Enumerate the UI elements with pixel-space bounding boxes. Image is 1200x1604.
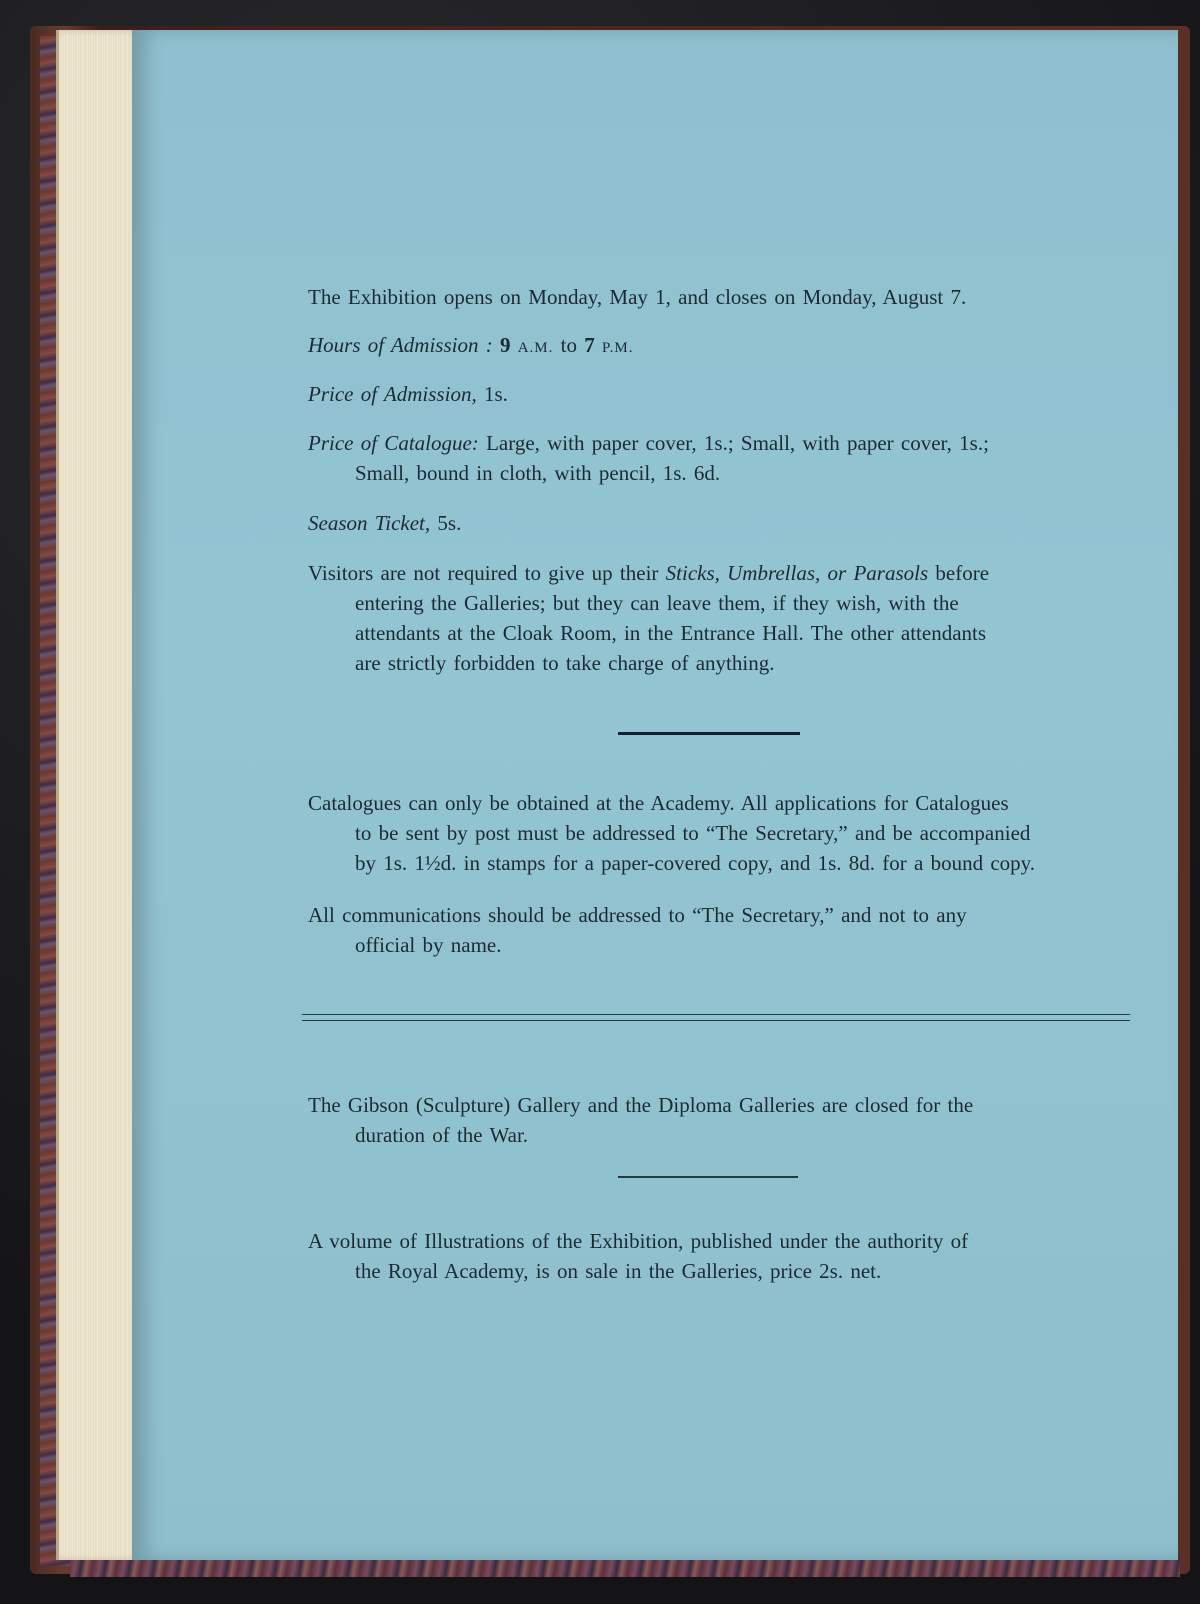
catalogue-price-label: Price of Catalogue: [308, 431, 479, 455]
admission-line [308, 379, 1128, 409]
blue-notice-page [132, 30, 1178, 1560]
communications-line-1: All communications should be addressed to “The Secretary,” and not to any [308, 903, 967, 927]
hours-label: Hours of Admission : [308, 333, 493, 357]
catalogue-price-paragraph [308, 428, 1128, 488]
double-rule-top [302, 1014, 1130, 1015]
catalogue-price-line-1 [308, 428, 1128, 458]
communications-paragraph [308, 900, 1128, 960]
hours-open-unit: A.M. [517, 340, 554, 356]
catalogues-paragraph [308, 788, 1128, 878]
catalogue-price-large: Large, with paper cover, 1s.; Small, with paper cover, 1s.; [486, 431, 989, 455]
hours-line [308, 330, 1128, 363]
section-divider-short [618, 732, 800, 735]
illustrations-line-1: A volume of Illustrations of the Exhibition, published under the authority of [308, 1229, 969, 1253]
admission-value: 1s. [483, 382, 508, 406]
visitors-line-1-start: Visitors are not required to give up their [308, 561, 659, 585]
galleries-closed-line-2: duration of the War. [355, 1123, 529, 1147]
opening-dates-text: The Exhibition opens on Monday, May 1, and closes on Monday, August 7. [308, 285, 967, 309]
visitors-line-4: are strictly forbidden to take charge of anything. [355, 651, 775, 675]
admission-paragraph [308, 379, 1128, 409]
season-ticket-line [308, 508, 1128, 538]
visitors-line-2: entering the Galleries; but they can leave them, if they wish, with the [355, 591, 959, 615]
admission-label: Price of Admission, [308, 382, 477, 406]
opening-dates-paragraph [308, 282, 1128, 312]
double-rule-bottom [302, 1020, 1130, 1021]
communications-line-2: official by name. [355, 933, 502, 957]
galleries-closed-line-1: The Gibson (Sculpture) Gallery and the Diploma Galleries are closed for the [308, 1093, 974, 1117]
visitors-items-italic: Sticks, Umbrellas, or Parasols [665, 561, 929, 585]
section-divider-short-2 [618, 1176, 798, 1178]
visitors-line-1 [308, 558, 1128, 588]
catalogues-line-1: Catalogues can only be obtained at the Academy. All applications for Catalogues [308, 791, 1009, 815]
hours-close-value: 7 [584, 333, 595, 357]
illustrations-paragraph [308, 1226, 1128, 1286]
season-ticket-value: 5s. [437, 511, 462, 535]
galleries-closed-paragraph [308, 1090, 1128, 1150]
illustrations-line-2: the Royal Academy, is on sale in the Galleries, price 2s. net. [355, 1259, 882, 1283]
visitors-paragraph [308, 558, 1128, 678]
catalogues-line-2: to be sent by post must be addressed to “The Secretary,” and be accompanied [355, 821, 1031, 845]
hours-to-word: to [560, 333, 577, 357]
catalogue-price-line-2: Small, bound in cloth, with pencil, 1s. 6d. [355, 461, 721, 485]
hours-open-value: 9 [499, 333, 511, 357]
season-ticket-label: Season Ticket, [308, 511, 431, 535]
visitors-line-3: attendants at the Cloak Room, in the Entrance Hall. The other attendants [355, 621, 987, 645]
page-stack-edges [56, 30, 143, 1560]
season-ticket-paragraph [308, 508, 1128, 538]
hours-close-unit: P.M. [601, 340, 634, 356]
catalogues-line-3: by 1s. 1½d. in stamps for a paper-covered copy, and 1s. 8d. for a bound copy. [355, 851, 1036, 875]
hours-paragraph [308, 330, 1128, 363]
visitors-line-1-end: before [935, 561, 990, 585]
